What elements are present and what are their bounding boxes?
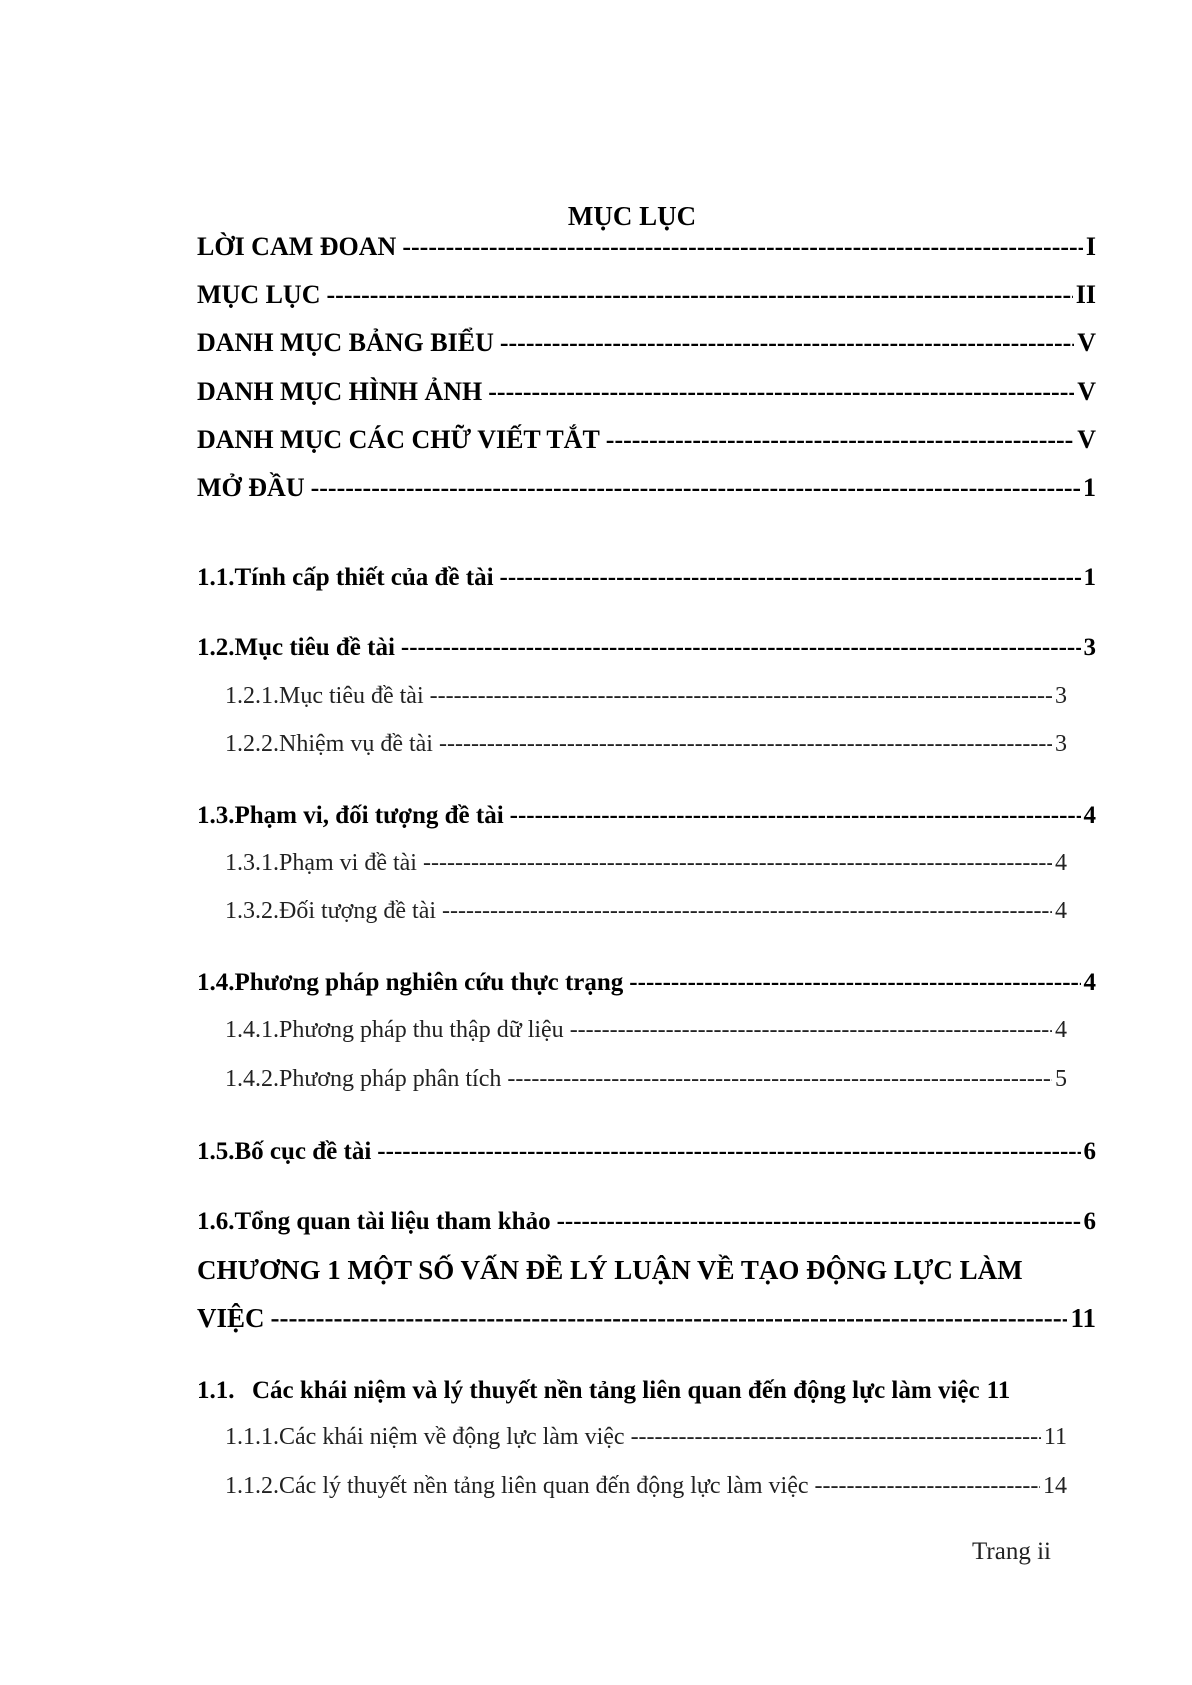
- toc-entry-number: 1.3.2.: [225, 898, 279, 924]
- toc-entry-number: 1.3.1.: [225, 850, 279, 876]
- toc-page-number: 4: [1083, 969, 1096, 996]
- toc-entry-number: 1.2.2.: [225, 731, 279, 757]
- toc-page-number: 11: [1043, 1424, 1067, 1450]
- toc-entry-label: Nhiệm vụ đề tài: [279, 731, 433, 757]
- dot-leader: [507, 1062, 1052, 1096]
- toc-entry[interactable]: [197, 1300, 1096, 1336]
- toc-entry[interactable]: [197, 1373, 1096, 1409]
- toc-page-number: 3: [1055, 683, 1067, 709]
- dot-leader: [439, 727, 1052, 761]
- toc-page-number: 6: [1083, 1208, 1096, 1235]
- toc-entry-number: 1.2.: [197, 634, 235, 661]
- toc-entry[interactable]: [225, 679, 1067, 713]
- toc-page-number: II: [1075, 280, 1096, 309]
- toc-entry-label: DANH MỤC BẢNG BIỂU: [197, 328, 494, 357]
- toc-entry[interactable]: [225, 1013, 1067, 1047]
- dot-leader: [377, 1134, 1080, 1170]
- toc-entry[interactable]: [197, 1134, 1096, 1170]
- dot-leader: [402, 229, 1083, 265]
- toc-entry-number: 1.1.: [197, 564, 235, 591]
- toc-entry[interactable]: [197, 630, 1096, 666]
- dot-leader: [430, 679, 1052, 713]
- dot-leader: [500, 560, 1081, 596]
- toc-entry-label: Phương pháp nghiên cứu thực trạng: [234, 969, 624, 996]
- toc-entry[interactable]: [197, 374, 1096, 410]
- toc-page-number: 4: [1083, 802, 1096, 829]
- toc-entry-label: VIỆC: [197, 1303, 265, 1333]
- toc-entry-label: MỞ ĐẦU: [197, 473, 305, 502]
- toc-entry[interactable]: [197, 965, 1096, 1001]
- toc-entry-label: DANH MỤC HÌNH ẢNH: [197, 377, 483, 406]
- toc-page-number: 6: [1083, 1138, 1096, 1165]
- toc-entry-number: 1.3.: [197, 802, 235, 829]
- toc-entry-label: Tổng quan tài liệu tham khảo: [234, 1208, 551, 1235]
- dot-leader: [606, 422, 1074, 458]
- dot-leader: [423, 846, 1052, 880]
- dot-leader: [311, 470, 1080, 506]
- dot-leader: [401, 630, 1081, 666]
- dot-leader: [271, 1300, 1068, 1336]
- toc-entry[interactable]: [197, 277, 1096, 313]
- dot-leader: [815, 1469, 1040, 1503]
- toc-entry[interactable]: [197, 422, 1096, 458]
- toc-entry-label: LỜI CAM ĐOAN: [197, 232, 397, 261]
- toc-entry-number: 1.4.2.: [225, 1066, 279, 1092]
- toc-entry[interactable]: [197, 798, 1096, 834]
- toc-entry[interactable]: [197, 325, 1096, 361]
- toc-entry-label: Phạm vi, đối tượng đề tài: [234, 802, 504, 829]
- toc-entry[interactable]: [197, 229, 1096, 265]
- dot-leader: [629, 965, 1080, 1001]
- toc-entry-number: 1.1.2.: [225, 1473, 279, 1499]
- toc-page-number: 11: [986, 1377, 1011, 1404]
- toc-page-number: 3: [1083, 634, 1096, 661]
- toc-page-number: 4: [1055, 850, 1067, 876]
- toc-entry-label: DANH MỤC CÁC CHỮ VIẾT TẮT: [197, 425, 600, 454]
- toc-page-number: V: [1077, 328, 1096, 357]
- toc-entry-label: Các lý thuyết nền tảng liên quan đến động lực làm việc: [279, 1473, 809, 1499]
- toc-page-number: 11: [1070, 1303, 1096, 1333]
- toc-entry-label: Bố cục đề tài: [234, 1138, 372, 1165]
- toc-entry[interactable]: [225, 1420, 1067, 1454]
- toc-entry[interactable]: [197, 470, 1096, 506]
- toc-page-number: 5: [1055, 1066, 1067, 1092]
- toc-page-number: 4: [1055, 1017, 1067, 1043]
- toc-page-number: V: [1077, 377, 1096, 406]
- toc-page-number: 1: [1083, 564, 1096, 591]
- dot-leader: [510, 798, 1081, 834]
- toc-entry-number: 1.4.1.: [225, 1017, 279, 1043]
- page-footer: Trang ii: [972, 1538, 1051, 1565]
- toc-entry[interactable]: [197, 1204, 1096, 1240]
- toc-entry-number: 1.2.1.: [225, 683, 279, 709]
- toc-entry-number: 1.5.: [197, 1138, 235, 1165]
- toc-title: MỤC LỤC: [567, 201, 697, 231]
- toc-entry-number: 1.1.1.: [225, 1424, 279, 1450]
- toc-entry[interactable]: [225, 846, 1067, 880]
- dot-leader: [557, 1204, 1081, 1240]
- toc-entry[interactable]: [225, 727, 1067, 761]
- toc-entry-label: Phương pháp phân tích: [279, 1066, 502, 1092]
- dot-leader: [570, 1013, 1052, 1047]
- toc-page-number: 3: [1055, 731, 1067, 757]
- toc-page-number: V: [1077, 425, 1096, 454]
- dot-leader: [631, 1420, 1041, 1454]
- toc-page-number: 4: [1055, 898, 1067, 924]
- toc-page-number: 14: [1043, 1473, 1067, 1499]
- toc-entry-number: 1.6.: [197, 1208, 235, 1235]
- dot-leader: [500, 325, 1074, 361]
- toc-entry-label: Phạm vi đề tài: [279, 850, 417, 876]
- dot-leader: [488, 374, 1074, 410]
- toc-entry-label: Đối tượng đề tài: [279, 898, 437, 924]
- toc-entry[interactable]: [225, 1062, 1067, 1096]
- toc-entry-label: MỤC LỤC: [197, 280, 321, 309]
- toc-page-number: 1: [1083, 473, 1096, 502]
- toc-entry-label: Phương pháp thu thập dữ liệu: [279, 1017, 564, 1043]
- toc-entry[interactable]: [225, 894, 1067, 928]
- dot-leader: [442, 894, 1052, 928]
- toc-entry[interactable]: [197, 560, 1096, 596]
- toc-entry[interactable]: [225, 1469, 1067, 1503]
- toc-entry-label: Tính cấp thiết của đề tài: [234, 564, 494, 591]
- toc-entry-label: Các khái niệm và lý thuyết nền tảng liên quan đến động lực làm việc: [252, 1377, 980, 1404]
- toc-entry-label: Các khái niệm về động lực làm việc: [279, 1424, 625, 1450]
- toc-page-number: I: [1085, 232, 1096, 261]
- toc-entry-label: Mục tiêu đề tài: [279, 683, 424, 709]
- chapter-heading[interactable]: CHƯƠNG 1 MỘT SỐ VẤN ĐỀ LÝ LUẬN VỀ TẠO ĐỘNG LỰC LÀM: [197, 1255, 1023, 1285]
- dot-leader: [327, 277, 1073, 313]
- toc-entry-label: Mục tiêu đề tài: [234, 634, 395, 661]
- toc-entry-number: 1.4.: [197, 969, 235, 996]
- toc-entry-number: 1.1.: [197, 1377, 235, 1404]
